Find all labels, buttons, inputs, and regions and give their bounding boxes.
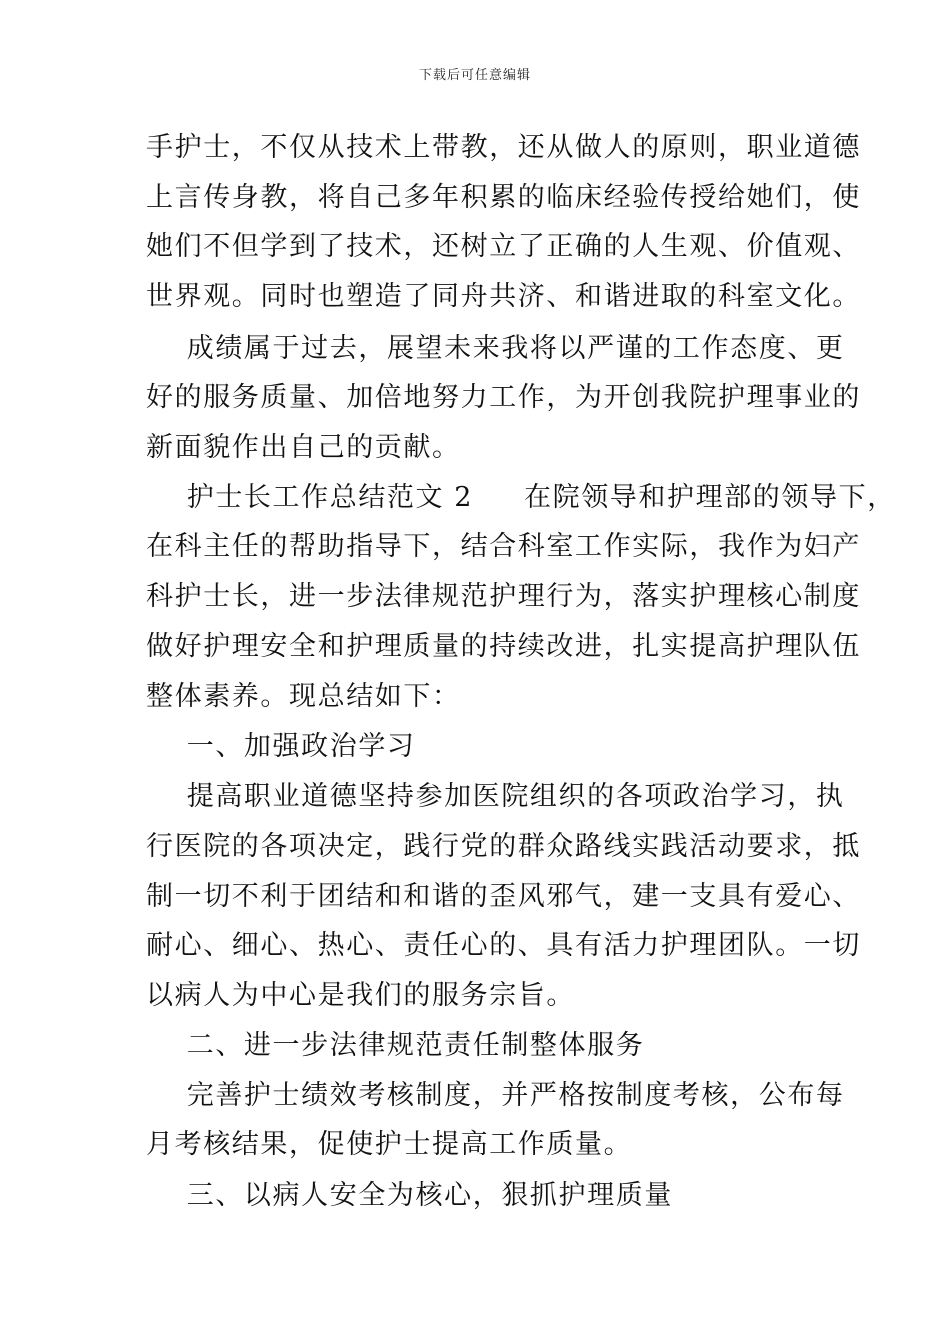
body-line: 完善护士绩效考核制度，并严格按制度考核，公布每 xyxy=(146,1080,845,1111)
body-line: 耐心、细心、热心、责任心的、具有活力护理团队。一切 xyxy=(146,930,861,961)
body-line: 科护士长，进一步法律规范护理行为，落实护理核心制度 xyxy=(146,581,861,612)
section-heading: 一、加强政治学习 xyxy=(146,731,416,762)
section-heading: 三、以病人安全为核心，狠抓护理质量 xyxy=(146,1180,673,1211)
body-line: 世界观。同时也塑造了同舟共济、和谐进取的科室文化。 xyxy=(146,281,861,312)
body-line: 以病人为中心是我们的服务宗旨。 xyxy=(146,980,575,1011)
body-line: 新面貌作出自己的贡献。 xyxy=(146,432,461,463)
section-heading: 二、进一步法律规范责任制整体服务 xyxy=(146,1030,645,1061)
body-line: 行医院的各项决定，践行党的群众路线实践活动要求，抵 xyxy=(146,831,861,862)
body-line: 整体素养。现总结如下： xyxy=(146,681,461,712)
body-line: 上言传身教，将自己多年积累的临床经验传授给她们，使 xyxy=(146,182,861,213)
page-header: 下载后可任意编辑 xyxy=(418,68,531,83)
body-line: 制一切不利于团结和和谐的歪风邪气，建一支具有爱心、 xyxy=(146,881,861,912)
body-line: 护士长工作总结范文 2 在院领导和护理部的领导下， xyxy=(146,482,896,513)
body-line: 月考核结果，促使护士提高工作质量。 xyxy=(146,1129,633,1160)
body-line: 做好护理安全和护理质量的持续改进，扎实提高护理队伍 xyxy=(146,631,861,662)
body-line: 好的服务质量、加倍地努力工作，为开创我院护理事业的 xyxy=(146,382,861,413)
body-line: 手护士，不仅从技术上带教，还从做人的原则，职业道德 xyxy=(146,132,861,163)
body-line: 提高职业道德坚持参加医院组织的各项政治学习，执 xyxy=(146,781,845,812)
body-line: 成绩属于过去，展望未来我将以严谨的工作态度、更 xyxy=(146,333,845,364)
body-line: 她们不但学到了技术，还树立了正确的人生观、价值观、 xyxy=(146,231,861,262)
body-line: 在科主任的帮助指导下，结合科室工作实际，我作为妇产 xyxy=(146,531,861,562)
